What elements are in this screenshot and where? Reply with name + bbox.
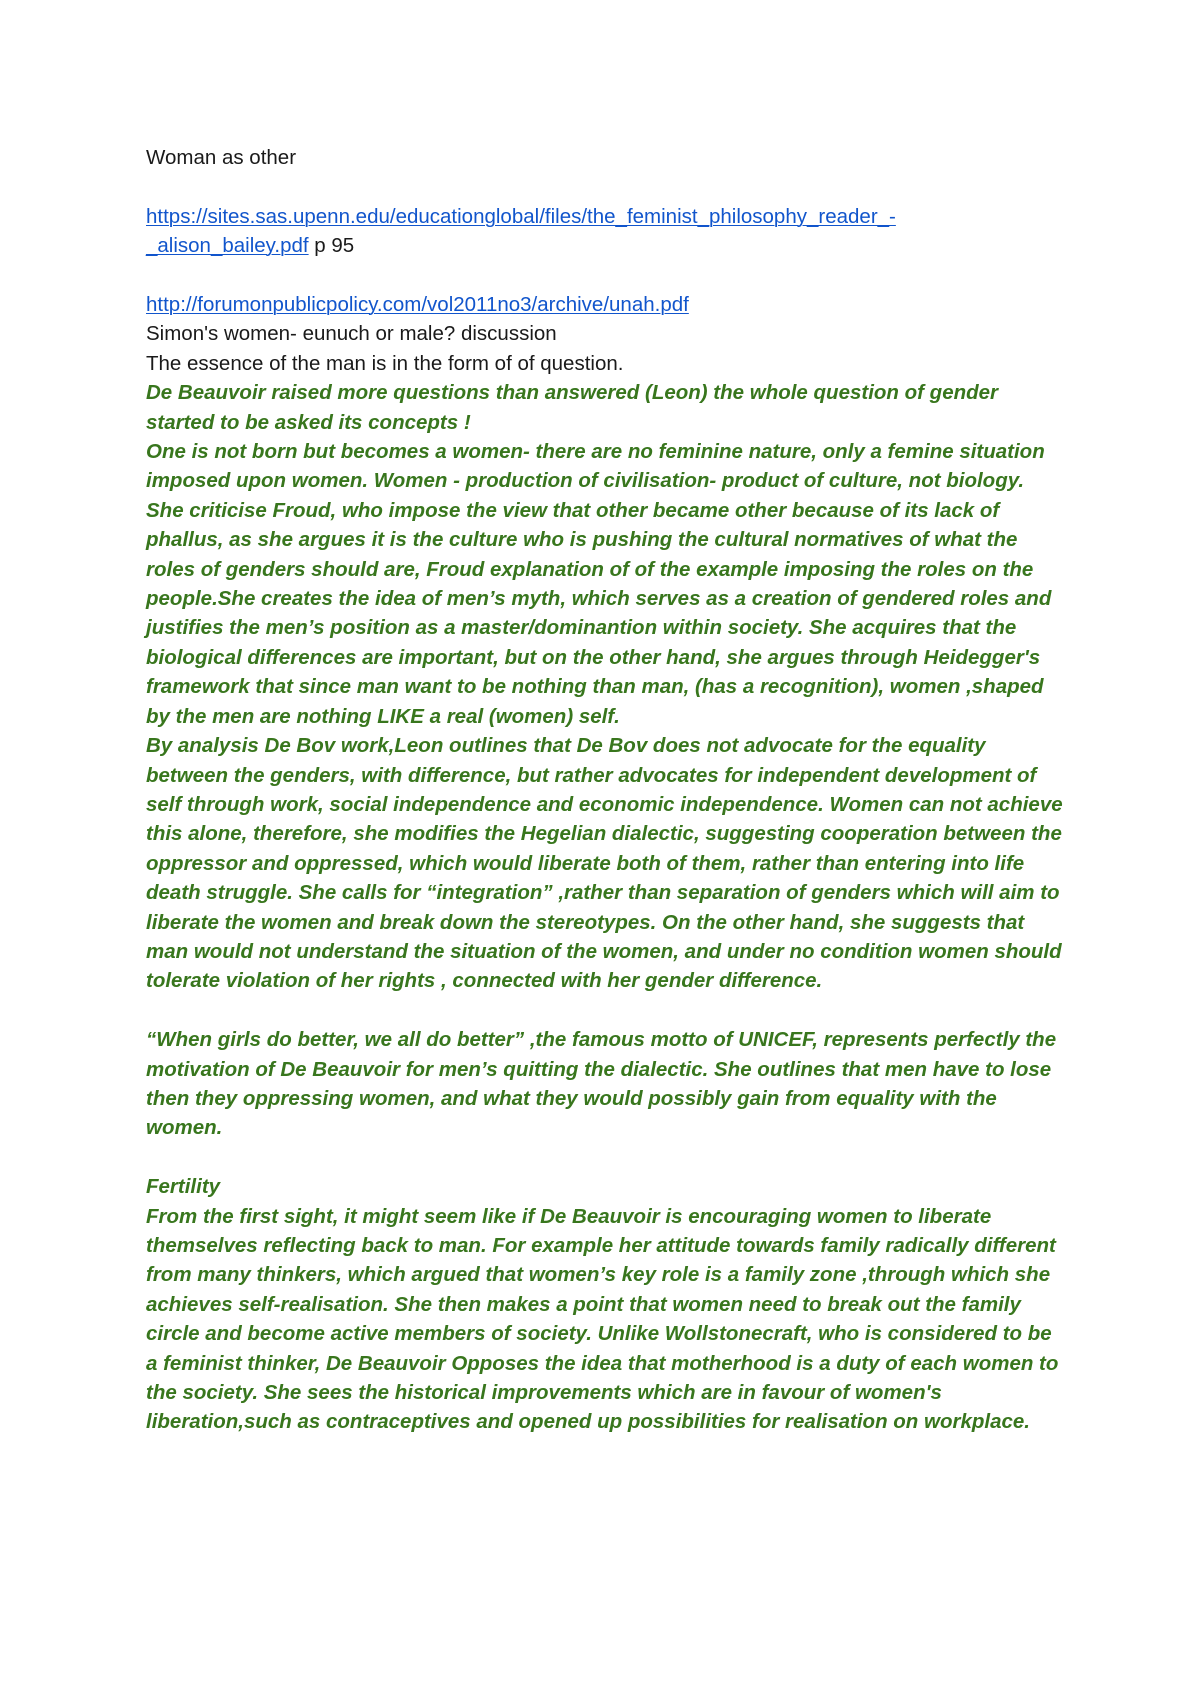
paragraph-leon-analysis: By analysis De Bov work,Leon outlines that De Bov does not advocate for the equality between the genders, with difference, but rather advocates for independent development of self through work, social independence and economic independence. Women can not achieve this alone, therefore, she modifies the Hegelian dialectic, suggesting cooperation between the oppressor and oppressed, which would liberate both of them, rather than entering into life death struggle. She calls for “integration” ,rather than separation of genders which will aim to liberate the women and break down the stereotypes. On the other hand, she suggests that man would not understand the situation of the women, and under no condition women should tolerate violation of her rights , connected with her gender difference. [146,734,1063,993]
page-reference: p 95 [308,234,355,258]
document-title: Woman as other [146,146,297,169]
essence-line: The essence of the man is in the form of of question. [146,351,624,375]
heading-fertility: Fertility [146,1175,221,1199]
upenn-reader-link-part2: _alison_bailey.pdf [146,234,309,258]
blank-line [146,172,1066,201]
blank-line [146,996,1066,1025]
reference-line-2 [146,290,1066,319]
simon-discussion-line: Simon's women- eunuch or male? discussion [146,322,557,346]
upenn-reader-link-part1: https://sites.sas.upenn.edu/educationglobal/files/the_feminist_philosophy_reader_- [146,204,896,228]
reference-line-1 [146,202,1066,261]
blank-line [146,261,1066,290]
paragraph-fertility: From the first sight, it might seem like if De Beauvoir is encouraging women to liberate themselves reflecting back to man. For example her attitude towards family radically different from many thinkers, which argued that women’s key role is a family zone ,through which she achieves self-realisation. She then makes a point that women need to break out the family circle and become active members of society. Unlike Wollstonecraft, who is considered to be a feminist thinker, De Beauvoir Opposes the idea that motherhood is a duty of each women to the society. She sees the historical improvements which are in favour of women's liberation,such as contraceptives and opened up possibilities for realisation on workplace. [146,1204,1059,1434]
forum-public-policy-link[interactable]: http://forumonpublicpolicy.com/vol2011no3/archive/unah.pdf [146,293,689,316]
paragraph-not-born: One is not born but becomes a women- there are no feminine nature, only a femine situation imposed upon women. Women - production of civilisation- product of culture, not biology. She criticise Froud, who impose the view that other became other because of its lack of phallus, as she argues it is the culture who is pushing the cultural normatives of what the roles of genders should are, Froud explanation of of the example imposing the roles on the people.She creates the idea of men’s myth, which serves as a creation of gendered roles and justifies the men’s position as a master/dominantion within society. She acquires that the biological differences are important, but on the other hand, she argues through Heidegger's framework that since man want to be nothing than man, (has a recognition), women ,shaped by the men are nothing LIKE a real (women) self. [146,440,1052,728]
upenn-reader-link[interactable] [146,205,896,257]
paragraph-questions: De Beauvoir raised more questions than answered (Leon) the whole question of gender started to be asked its concepts ! [146,381,999,434]
paragraph-unicef: “When girls do better, we all do better” ,the famous motto of UNICEF, represents perfectly the motivation of De Beauvoir for men’s quitting the dialectic. She outlines that men have to lose then they oppressing women, and what they would possibly gain from equality with the women. [146,1028,1057,1140]
document-body [146,143,1066,1437]
green-notes [146,378,1066,1437]
blank-line [146,1143,1066,1172]
